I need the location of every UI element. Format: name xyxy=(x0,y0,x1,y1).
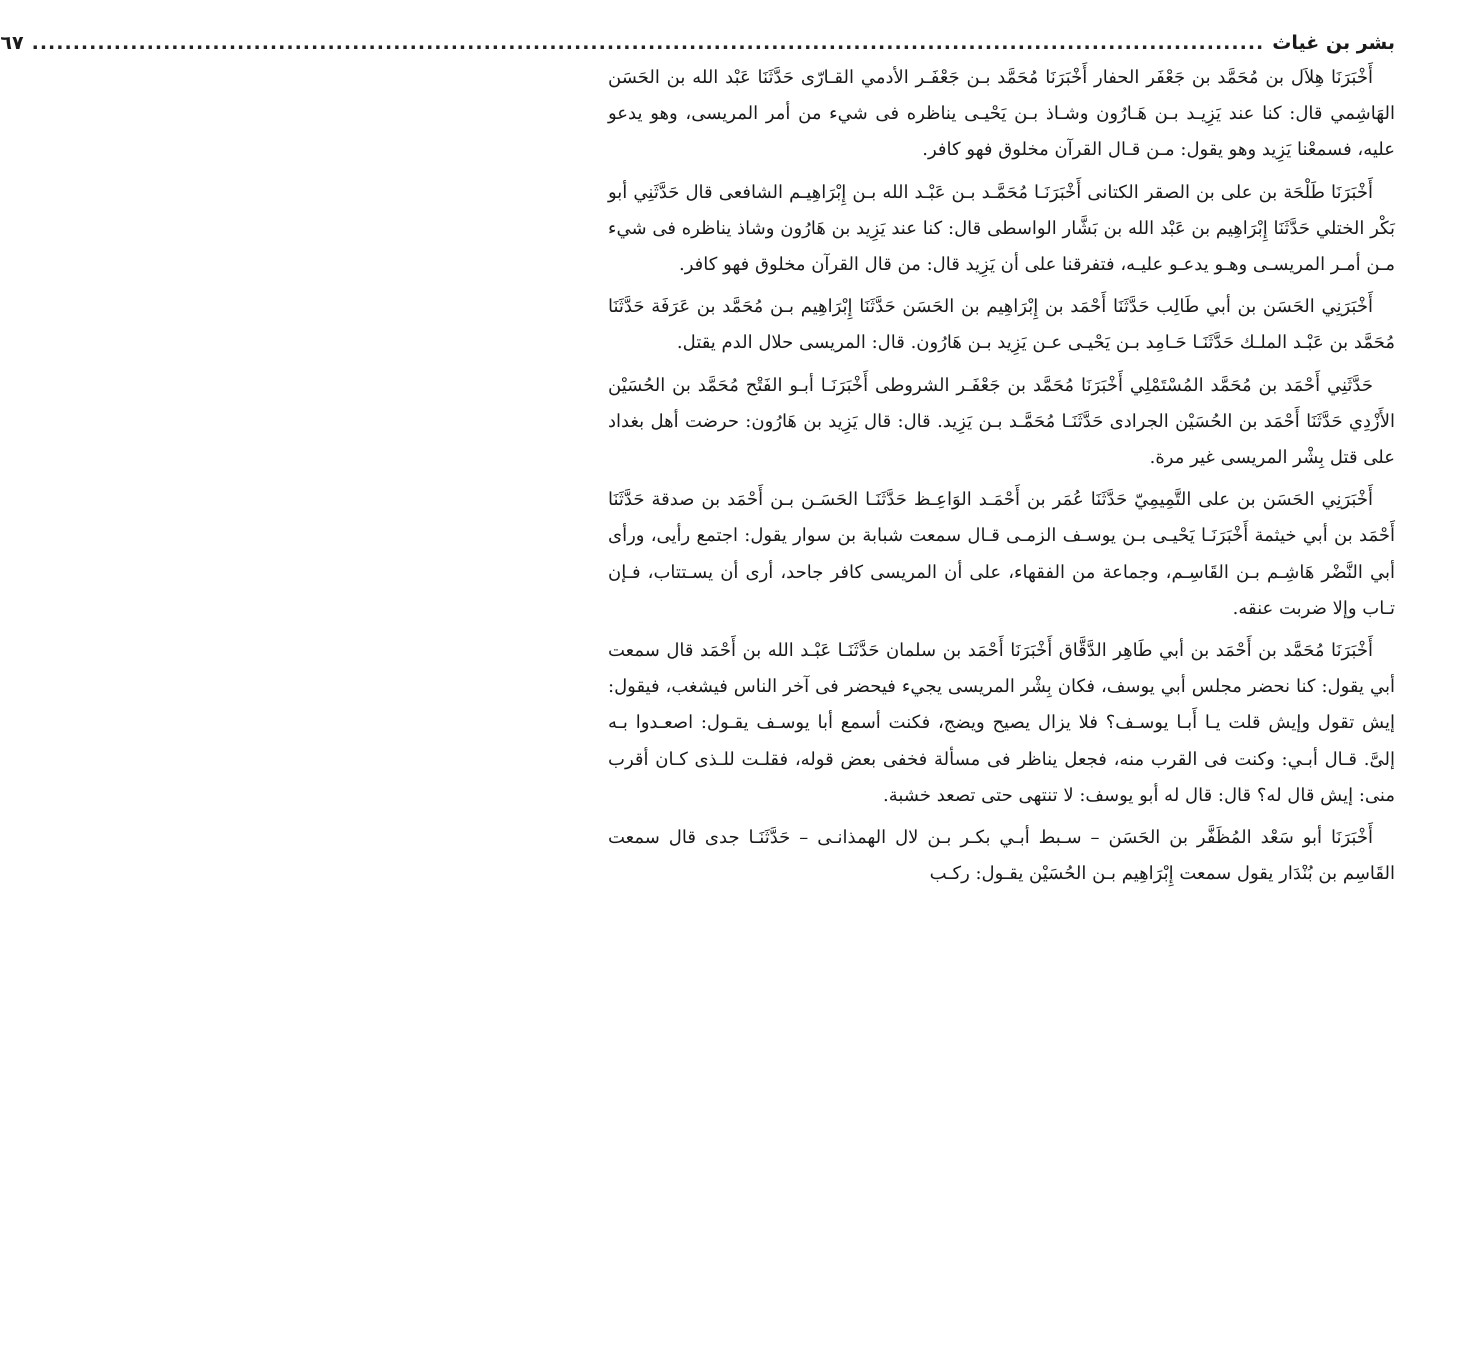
running-head-title: بشر بن غياث xyxy=(1272,32,1395,54)
paragraph: أَخْبَرَنِي الحَسَن بن على التَّمِيمِيّ حَدَّثَنَا عُمَر بن أَحْمَـد الوَاعِـظ حَدَّثَنَـا الحَسَـن بـن أَحْمَد بن صدقة حَدَّثَنَا أَحْمَد بن أبي خيثمة أَخْبَرَنَـا يَحْيـى بـن يوسـف الزمـى قـال سمعت شبابة بن سوار يقول: اجتمع رأيى، ورأى أبي النَّضْر هَاشِـم بـن القَاسِـم، وجماعة من الفقهاء، على أن المريسى كافر جاحد، أرى أن يسـتتاب، فـإن تـاب وإلا ضربت عنقه. xyxy=(608,489,1395,619)
running-head xyxy=(0,28,1395,60)
paragraph: أَخْبَرَنَا مُحَمَّد بن أَحْمَد بن أبي طَاهِر الدَّقَّاق أَخْبَرَنَا أَحْمَد بن سلمان حَدَّثَنَـا عَبْـد الله بن أَحْمَد قال سمعت أبي يقول: كنا نحضر مجلس أبي يوسف، فكان بِشْر المريسى يجيء فيحضر فى آخر الناس فيشغب، فيقول: إيش تقول وإيش قلت يـا أَبـا يوسـف؟ فلا يزال يصيح ويضج، فكنت أسمع أبا يوسـف يقـول: اصعـدوا بـه إلىَّ. قـال أبـي: وكنت فى القرب منه، فجعل يناظر فى مسألة فخفى بعض قوله، فقلـت للـذى كـان أقرب منى: إيش قال له؟ قال: قال له أبو يوسف: لا تنتهى حتى تصعد خشبة. xyxy=(608,640,1395,806)
paragraph: أَخْبَرَنَا هِلاَل بن مُحَمَّد بن جَعْفَر الحفار أَخْبَرَنَا مُحَمَّد بـن جَعْفَـر الأدمي القـارّى حَدَّثَنَا عَبْد الله بن الحَسَن الهَاشِمي قال: كنا عند يَزِيـد بـن هَـارُون وشـاذ بـن يَحْيـى يناظره فى شيء من أمر المريسى، وهو يدعو عليه، فسمعْنا يَزِيد وهو يقول: مـن قـال القرآن مخلوق فهو كافر. xyxy=(608,67,1395,161)
running-head-leader-dots: ...................................................................................................................................................... xyxy=(31,32,1265,54)
page-number: ٦٧ xyxy=(0,32,24,54)
document-page xyxy=(0,28,1395,892)
paragraph: حَدَّثَنِي أَحْمَد بن مُحَمَّد المُسْتَمْلِي أَخْبَرَنَا مُحَمَّد بن جَعْفَـر الشروطى أَخْبَرَنَـا أبـو الفَتْح مُحَمَّد بن الحُسَيْن الأَزْدِي حَدَّثَنَا أَحْمَد بن الحُسَيْن الجرادى حَدَّثَنَـا مُحَمَّـد بـن يَزِيد. قال: قال يَزِيد بن هَارُون: حرضت أهل بغداد على قتل بِشْر المريسى غير مرة. xyxy=(608,374,1395,469)
paragraph: أَخْبَرَنَا طَلْحَة بن على بن الصقر الكتانى أَخْبَرَنَـا مُحَمَّـد بـن عَبْـد الله بـن إِبْرَاهِيـم الشافعى قال حَدَّثَنِي أبو بَكْر الختلي حَدَّثَنَا إِبْرَاهِيم بن عَبْد الله بن بَشَّار الواسطى قال: كنا عند يَزِيد بن هَارُون وشاذ يناظره فى شيء مـن أمـر المريسـى وهـو يدعـو عليـه، فتفرقنا على أن يَزِيد قال: من قال القرآن مخلوق فهو كافر. xyxy=(608,181,1395,276)
paragraph: أَخْبَرَنِي الحَسَن بن أبي طَالِب حَدَّثَنَا أَحْمَد بن إِبْرَاهِيم بن الحَسَن حَدَّثَنَا إِبْرَاهِيم بـن مُحَمَّد بن عَرَفَة حَدَّثَنَا مُحَمَّد بن عَبْـد الملـك حَدَّثَنَـا حَـامِد بـن يَحْيـى عـن يَزِيد بـن هَارُون. قال: المريسى حلال الدم يقتل. xyxy=(608,296,1395,354)
paragraph: أَخْبَرَنَا أبو سَعْد المُظَفَّر بن الحَسَن – سـبط أبـي بكـر بـن لال الهمذانـى – حَدَّثَنَـا جدى قال سمعت القَاسِم بن بُنْدَار يقول سمعت إِبْرَاهِيم بـن الحُسَيْن يقـول: ركـب xyxy=(608,827,1395,885)
